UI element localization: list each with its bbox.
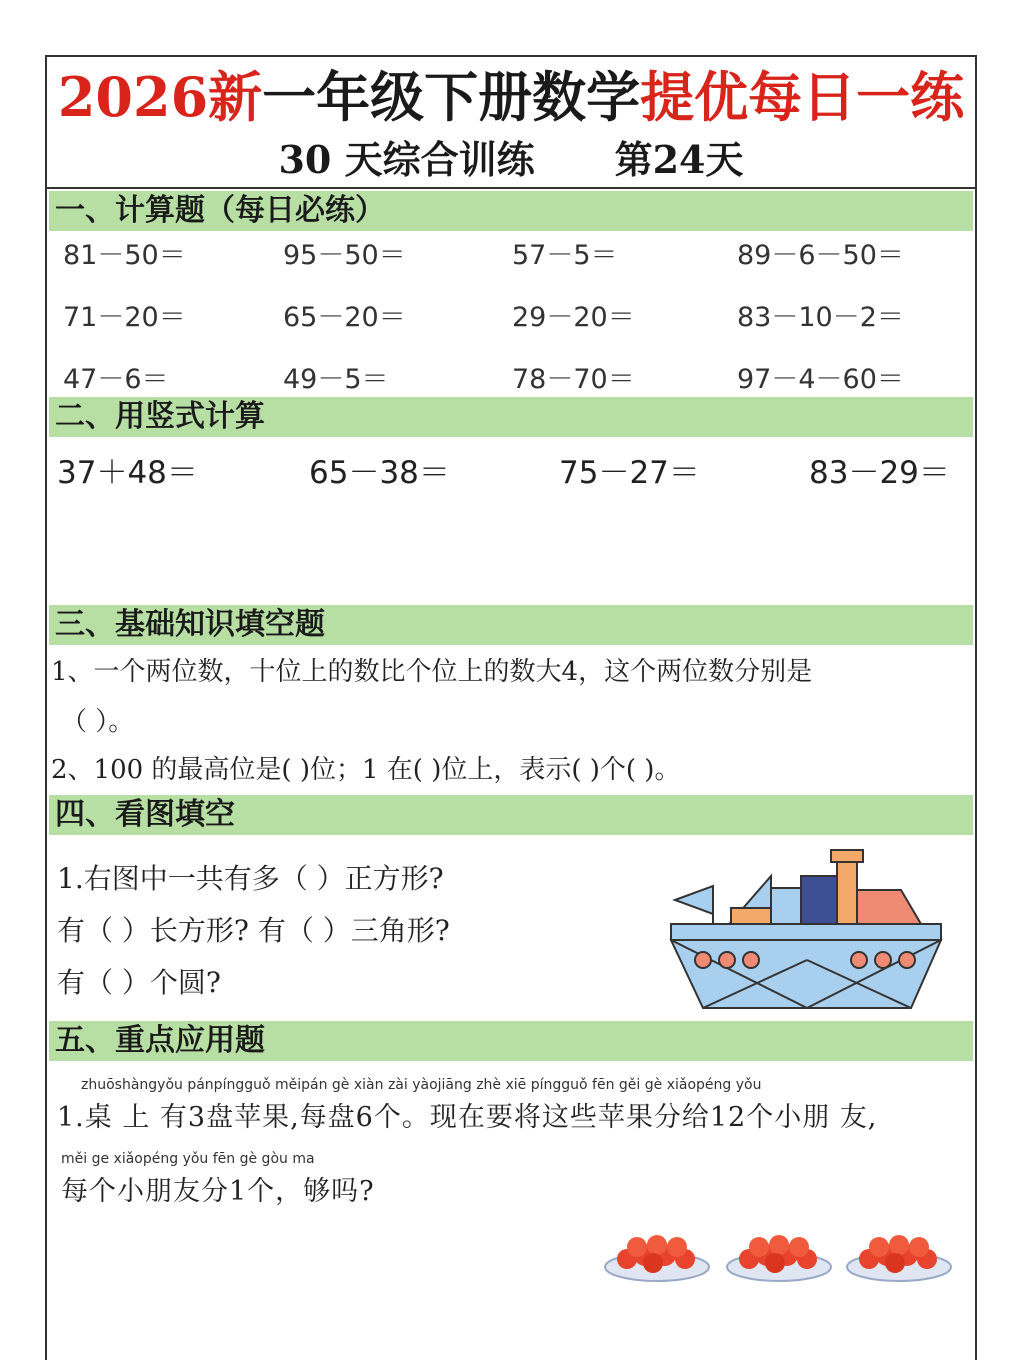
- apple-plate-2: [727, 1235, 831, 1281]
- vertical-calc-problem: 37＋48＝: [57, 455, 198, 491]
- apple-plates-illustration: [603, 1223, 955, 1287]
- porthole-circle: [899, 952, 915, 968]
- section-4-title: 四、看图填空: [49, 795, 973, 835]
- calc-problem: 95－50＝: [283, 240, 406, 271]
- chimney-top: [831, 850, 863, 862]
- salmon-trapezoid: [857, 890, 921, 924]
- calc-problem: 78－70＝: [512, 364, 635, 395]
- calc-problem: 47－6＝: [63, 364, 169, 395]
- vertical-calc-problem: 83－29＝: [809, 455, 950, 491]
- picture-question-line-1: 1.右图中一共有多（ ）正方形?: [57, 862, 444, 895]
- calc-problem: 49－5＝: [283, 364, 389, 395]
- ship-illustration: [667, 842, 949, 1014]
- application-question-line-1: 1.桌 上 有3盘苹果,每盘6个。现在要将这些苹果分给12个小朋 友,: [57, 1102, 878, 1133]
- section-3-title: 三、基础知识填空题: [49, 605, 973, 645]
- subtitle-left: 30 天综合训练: [278, 137, 535, 182]
- navy-rectangle: [801, 876, 837, 924]
- vertical-calc-problem: 75－27＝: [559, 455, 700, 491]
- section-1-title: 一、计算题（每日必练）: [49, 191, 973, 231]
- apple-plate-1: [605, 1235, 709, 1281]
- calc-problem: 97－4－60＝: [737, 364, 904, 395]
- calc-problem: 83－10－2＝: [737, 302, 904, 333]
- pinyin-line-2: měi ge xiǎopéng yǒu fēn gè gòu ma: [61, 1151, 315, 1167]
- porthole-circle: [695, 952, 711, 968]
- section-2-title: 二、用竖式计算: [49, 397, 973, 437]
- worksheet: [45, 55, 977, 1360]
- title-tail: 提优每日一练: [640, 65, 965, 129]
- orange-rectangle: [731, 908, 771, 924]
- calc-problem: 65－20＝: [283, 302, 406, 333]
- pinyin-line-1: zhuōshàngyǒu pánpíngguǒ měipán gè xiàn zài yàojiāng zhè xiē píngguǒ fēn gěi gè xiǎopéng yǒu: [81, 1077, 762, 1093]
- apple-plate-3: [847, 1235, 951, 1281]
- subtitle-day: 第24天: [614, 137, 744, 182]
- picture-question-line-3: 有（ ）个圆?: [57, 966, 221, 999]
- section-5-title: 五、重点应用题: [49, 1021, 973, 1061]
- fill-question-2: 2、100 的最高位是( )位；1 在( )位上，表示( )个( )。: [51, 755, 681, 785]
- ship-hull: [671, 940, 941, 1008]
- title-new: 新: [208, 65, 263, 129]
- title-mid: 一年级下册数学: [262, 65, 641, 129]
- porthole-circle: [743, 952, 759, 968]
- chimney-rectangle: [837, 860, 857, 924]
- flag-triangle: [675, 886, 713, 914]
- calc-problem: 81－50＝: [63, 240, 186, 271]
- application-question-line-2: 每个小朋友分1个，够吗?: [61, 1176, 375, 1207]
- fill-question-1-blank: （ ）。: [61, 707, 135, 737]
- calc-problem: 29－20＝: [512, 302, 635, 333]
- porthole-circle: [719, 952, 735, 968]
- calc-problem: 71－20＝: [63, 302, 186, 333]
- picture-question-line-2: 有（ ）长方形? 有（ ）三角形?: [57, 914, 450, 947]
- page-title: [47, 57, 975, 137]
- calc-problem: 57－5＝: [512, 240, 618, 271]
- calc-problem: 89－6－50＝: [737, 240, 904, 271]
- porthole-circle: [875, 952, 891, 968]
- page-subtitle: [47, 133, 975, 189]
- porthole-circle: [851, 952, 867, 968]
- blue-rectangle: [771, 888, 801, 924]
- ship-deck: [671, 924, 941, 940]
- fill-question-1: 1、一个两位数，十位上的数比个位上的数大4，这个两位数分别是: [51, 657, 813, 687]
- title-year: 2026: [57, 65, 209, 129]
- vertical-calc-problem: 65－38＝: [309, 455, 450, 491]
